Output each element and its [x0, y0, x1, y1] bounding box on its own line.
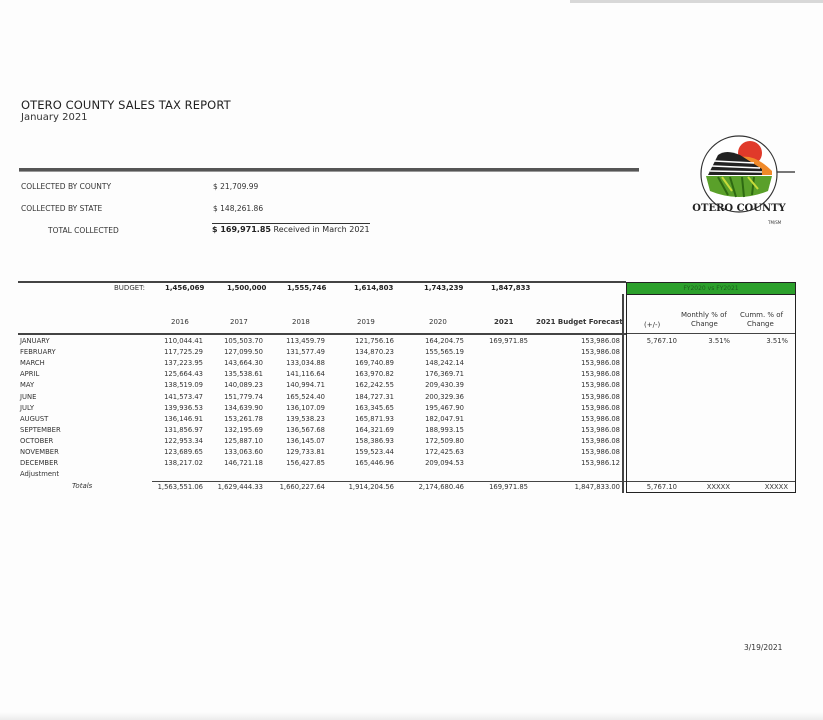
table-cell-2019: 163,970.82	[355, 370, 394, 379]
table-cell-forecast: 153,986.08	[581, 403, 620, 412]
budget-2018: 1,555,746	[287, 284, 327, 292]
collected-by-state-value: $ 148,261.86	[213, 204, 264, 213]
table-cell-forecast: 153,986.08	[581, 414, 620, 423]
forecast-header: 2021 Budget Forecast	[536, 318, 623, 326]
print-date: 3/19/2021	[744, 643, 783, 652]
fy-comparison-title: FY2020 vs FY2021	[627, 283, 795, 294]
table-cell-2020: 164,204.75	[425, 337, 464, 345]
table-cell-forecast: 153,986.08	[581, 348, 620, 357]
table-cell-2019: 159,523.44	[355, 448, 394, 456]
total-collected-value: $ 169,971.85	[212, 225, 271, 234]
cumm-change-header-line2: Change	[747, 320, 774, 328]
table-header-rule	[18, 333, 626, 335]
otero-county-logo	[688, 133, 790, 215]
table-cell-2018: 165,524.40	[286, 392, 325, 401]
table-cell-2019: 165,446.96	[355, 459, 394, 468]
fy-totals-rule	[627, 481, 795, 482]
table-cell-2018: 136,145.07	[286, 436, 325, 445]
table-cell-2018: 139,538.23	[286, 414, 325, 423]
year-2016-header: 2016	[171, 318, 189, 326]
table-cell-2020: 200,329.36	[425, 392, 464, 401]
total-monthly-change: XXXXX	[706, 483, 730, 491]
table-cell-forecast: 153,986.12	[581, 459, 620, 468]
collected-by-county-label: COLLECTED BY COUNTY	[21, 182, 112, 191]
table-cell-2016: 139,936.53	[164, 403, 203, 412]
table-cell-2017: 151,779.74	[224, 392, 263, 401]
budget-label: BUDGET:	[114, 284, 146, 292]
header-divider	[19, 168, 639, 172]
totals-label: Totals	[72, 482, 93, 490]
table-cell-2020: 172,425.63	[425, 448, 464, 456]
table-cell-monthly: 3.51%	[708, 337, 730, 345]
month-label: FEBRUARY	[20, 348, 56, 357]
table-cell-2018: 141,116.64	[286, 370, 325, 379]
table-cell-forecast: 153,986.08	[581, 436, 620, 445]
table-cell-2019: 184,727.31	[355, 392, 394, 401]
table-cell-2016: 137,223.95	[164, 359, 203, 368]
table-cell-forecast: 153,986.08	[581, 381, 620, 390]
year-2020-header: 2020	[429, 318, 447, 326]
table-cell-2016: 136,146.91	[164, 414, 203, 423]
table-cell-2019: 163,345.65	[355, 403, 394, 412]
table-cell-2018: 131,577.49	[286, 348, 325, 357]
table-cell-2017: 105,503.70	[224, 337, 263, 345]
table-cell-2019: 158,386.93	[355, 436, 394, 445]
total-2016: 1,563,551.06	[157, 483, 203, 491]
total-2018: 1,660,227.64	[279, 483, 325, 491]
table-cell-2016: 122,953.34	[164, 436, 203, 445]
table-cell-2018: 136,567.68	[286, 425, 325, 434]
table-cell-2017: 153,261.78	[224, 414, 263, 423]
table-cell-2017: 140,089.23	[224, 381, 263, 390]
table-cell-2019: 162,242.55	[355, 381, 394, 390]
logo-trademark: TM/SM	[768, 220, 782, 225]
cumm-change-header-line1: Cumm. % of	[740, 311, 784, 319]
report-period: January 2021	[21, 112, 88, 123]
table-cell-2020: 209,430.39	[425, 381, 464, 390]
table-cell-2017: 146,721.18	[224, 459, 263, 468]
diff-header: (+/-)	[644, 321, 661, 329]
total-2017: 1,629,444.33	[217, 483, 263, 491]
table-cell-2020: 182,047.91	[425, 414, 464, 423]
table-cell-2021: 169,971.85	[489, 337, 528, 345]
year-2018-header: 2018	[292, 318, 310, 326]
table-cell-2016: 123,689.65	[164, 448, 203, 456]
table-cell-2016: 138,519.09	[164, 381, 203, 390]
month-label: APRIL	[20, 370, 40, 379]
table-cell-2019: 165,871.93	[355, 414, 394, 423]
budget-2016: 1,456,069	[165, 284, 205, 292]
table-cell-2020: 176,369.71	[425, 370, 464, 379]
table-cell-2018: 156,427.85	[286, 459, 325, 468]
month-label: MAY	[20, 381, 35, 390]
table-cell-2020: 155,565.19	[425, 348, 464, 357]
table-top-rule	[18, 281, 626, 283]
budget-2019: 1,614,803	[354, 284, 394, 292]
total-collected-row	[212, 223, 370, 234]
month-label: JUNE	[20, 392, 37, 401]
table-cell-2019: 134,870.23	[355, 348, 394, 357]
month-label: OCTOBER	[20, 436, 54, 445]
table-cell-2016: 131,856.97	[164, 425, 203, 434]
table-cell-2016: 117,725.29	[164, 348, 203, 357]
table-cell-2017: 125,887.10	[224, 436, 263, 445]
fy-header-rule	[627, 333, 795, 334]
table-cell-forecast: 153,986.08	[581, 359, 620, 368]
budget-2017: 1,500,000	[227, 284, 267, 292]
monthly-change-header-line2: Change	[691, 320, 718, 328]
totals-rule	[152, 481, 626, 482]
table-cell-2017: 132,195.69	[224, 425, 263, 434]
total-2020: 2,174,680.46	[418, 483, 464, 491]
table-cell-2017: 143,664.30	[224, 359, 263, 368]
table-cell-2018: 129,733.81	[286, 448, 325, 456]
table-cell-2016: 110,044.41	[164, 337, 203, 345]
table-cell-2017: 133,063.60	[224, 448, 263, 456]
month-label: NOVEMBER	[20, 448, 59, 456]
table-cell-2017: 134,639.90	[224, 403, 263, 412]
table-cell-2018: 113,459.79	[286, 337, 325, 345]
table-cell-forecast: 153,986.08	[581, 337, 620, 345]
table-cell-2016: 138,217.02	[164, 459, 203, 468]
svg-text:OTERO COUNTY: OTERO COUNTY	[692, 203, 786, 214]
table-cell-forecast: 153,986.08	[581, 392, 620, 401]
month-label: DECEMBER	[20, 459, 59, 468]
month-label: AUGUST	[20, 414, 49, 423]
year-2021-header: 2021	[494, 318, 514, 326]
table-cell-2017: 127,099.50	[224, 348, 263, 357]
year-2017-header: 2017	[230, 318, 248, 326]
scan-edge-bottom	[0, 712, 823, 720]
month-label: SEPTEMBER	[20, 425, 61, 434]
total-collected-label: TOTAL COLLECTED	[48, 226, 119, 235]
total-forecast: 1,847,833.00	[574, 483, 620, 491]
budget-2021: 1,847,833	[491, 284, 531, 292]
year-2019-header: 2019	[357, 318, 375, 326]
table-cell-forecast: 153,986.08	[581, 448, 620, 456]
report-title: OTERO COUNTY SALES TAX REPORT	[21, 98, 231, 112]
monthly-change-header-line1: Monthly % of	[681, 311, 727, 319]
table-cell-2020: 195,467.90	[425, 403, 464, 412]
table-cell-2016: 125,664.43	[164, 370, 203, 379]
adjustment-label: Adjustment	[20, 470, 60, 478]
table-cell-2020: 172,509.80	[425, 436, 464, 445]
month-label: JANUARY	[20, 337, 50, 345]
table-cell-forecast: 153,986.08	[581, 370, 620, 379]
scan-edge	[570, 0, 823, 3]
budget-2020: 1,743,239	[424, 284, 464, 292]
table-cell-2020: 188,993.15	[425, 425, 464, 434]
table-cell-2018: 136,107.09	[286, 403, 325, 412]
table-cell-2019: 121,756.16	[355, 337, 394, 345]
total-2021: 169,971.85	[489, 483, 528, 491]
total-2019: 1,914,204.56	[348, 483, 394, 491]
table-cell-2018: 140,994.71	[286, 381, 325, 390]
month-label: JULY	[20, 403, 35, 412]
table-cell-forecast: 153,986.08	[581, 425, 620, 434]
table-cell-diff: 5,767.10	[646, 337, 677, 345]
collected-by-state-label: COLLECTED BY STATE	[21, 204, 103, 213]
table-cell-2020: 148,242.14	[425, 359, 464, 368]
month-label: MARCH	[20, 359, 45, 368]
total-diff: 5,767.10	[646, 483, 677, 491]
table-cell-2018: 133,034.88	[286, 359, 325, 368]
received-note: Received in March 2021	[273, 225, 370, 234]
table-cell-2019: 169,740.89	[355, 359, 394, 368]
total-cumm-change: XXXXX	[764, 483, 788, 491]
collected-by-county-value: $ 21,709.99	[213, 182, 259, 191]
table-cell-cumm: 3.51%	[766, 337, 788, 345]
table-cell-2017: 135,538.61	[224, 370, 263, 379]
fy-comparison-title-rule	[627, 294, 795, 295]
table-cell-2020: 209,094.53	[425, 459, 464, 468]
table-cell-2019: 164,321.69	[355, 425, 394, 434]
table-cell-2016: 141,573.47	[164, 392, 203, 401]
